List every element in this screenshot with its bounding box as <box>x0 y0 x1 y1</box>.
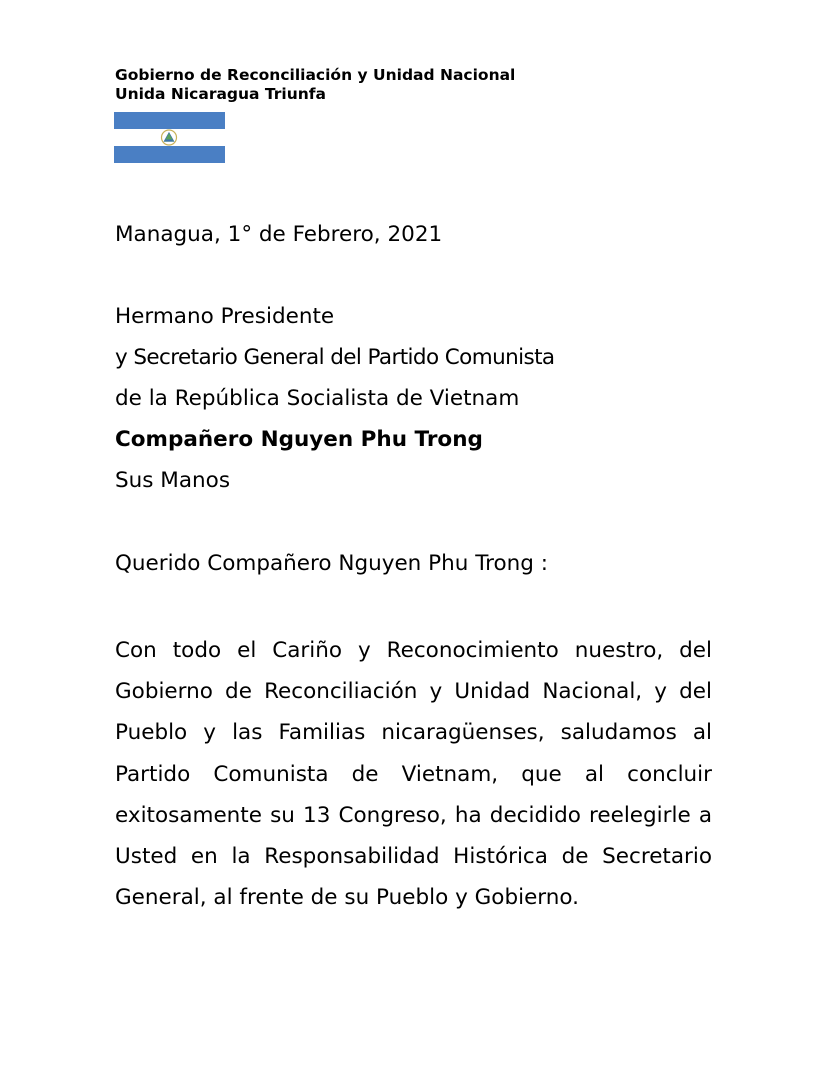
body-paragraph: Con todo el Cariño y Reconocimiento nuestro, del Gobierno de Reconciliación y Unidad Nacional, y del Pueblo y las Familias nicaragüenses, saludamos al Partido Comunista de Vietnam, que al concluir exitosamente su 13 Congreso, ha decidido reelegirle a Usted en la Responsabilidad Histórica de Secretario General, al frente de su Pueblo y Gobierno. <box>115 638 712 911</box>
nicaragua-flag-icon <box>114 112 225 163</box>
addressee-title: Hermano Presidente <box>115 304 335 329</box>
coat-of-arms-icon <box>160 129 178 146</box>
flag-middle-band <box>114 129 225 146</box>
letterhead-government-name: Gobierno de Reconciliación y Unidad Nacional <box>115 66 516 84</box>
addressee-closing: Sus Manos <box>115 468 231 493</box>
addressee-country: de la República Socialista de Vietnam <box>115 386 520 411</box>
letterhead <box>115 66 515 104</box>
flag-top-band <box>114 112 225 129</box>
salutation: Querido Compañero Nguyen Phu Trong : <box>115 551 549 576</box>
flag-bottom-band <box>114 146 225 163</box>
addressee-position: y Secretario General del Partido Comunista <box>115 345 555 370</box>
addressee-name: Compañero Nguyen Phu Trong <box>115 427 483 452</box>
letterhead-slogan: Unida Nicaragua Triunfa <box>115 85 327 103</box>
date-line: Managua, 1° de Febrero, 2021 <box>115 222 443 247</box>
